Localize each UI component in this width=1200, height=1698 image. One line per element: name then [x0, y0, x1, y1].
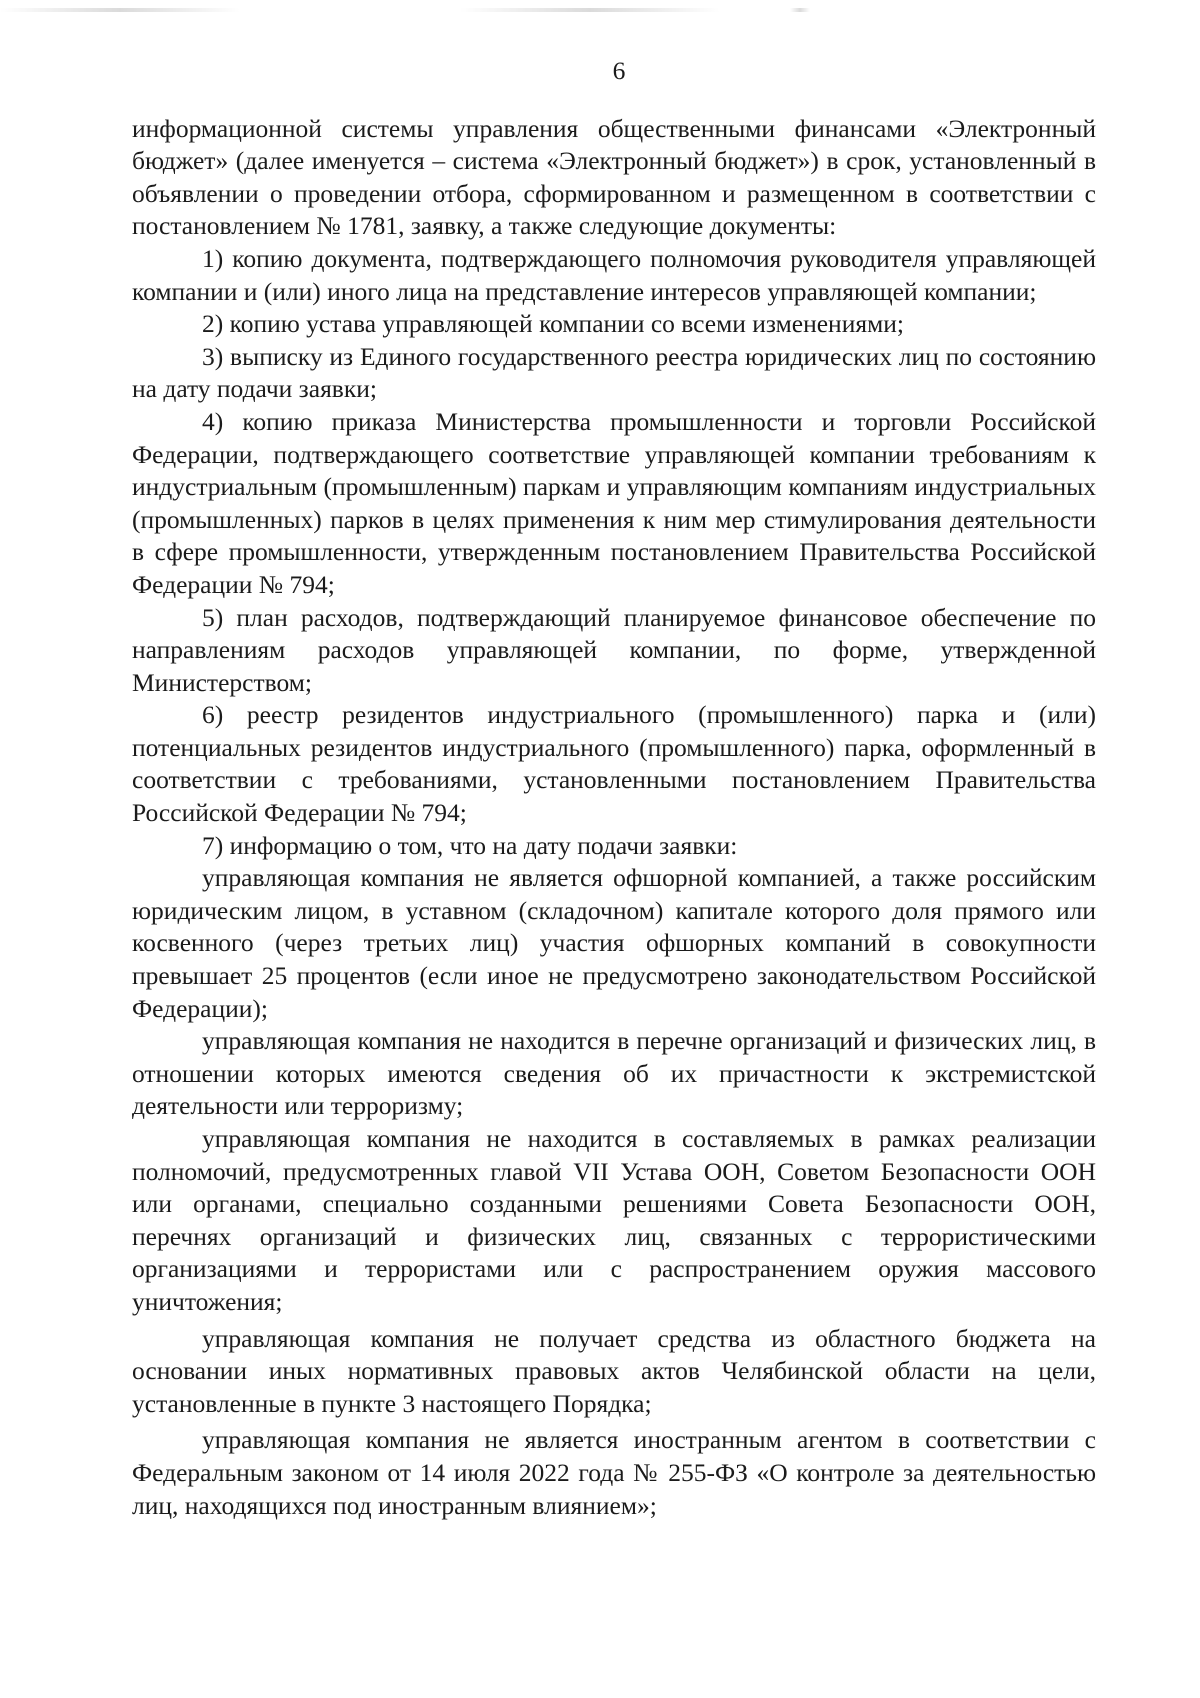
paragraph-item-4: 4) копию приказа Министерства промышленности и торговли Российской Федерации, подтверждающего соответствие управляющей компании требованиям к индустриальным (промышленным) паркам и управляющим компаниям индустриальных (промышленных) парков в целях применения к ним мер стимулирования деятельности в сфере промышленности, утвержденным постановлением Правительства Российской Федерации № 794;	[132, 406, 1096, 599]
paragraph-condition-foreign-agent: управляющая компания не является иностранным агентом в соответствии с Федеральным законом от 14 июля 2022 года № 255-ФЗ «О контроле за деятельностью лиц, находящихся под иностранным влиянием»;	[132, 1425, 1096, 1520]
paragraph-condition-extremism: управляющая компания не находится в перечне организаций и физических лиц, в отношении которых имеются сведения об их причастности к экстремистской деятельности или терроризму;	[132, 1026, 1096, 1121]
paragraph-condition-un-lists: управляющая компания не находится в составляемых в рамках реализации полномочий, предусмотренных главой VII Устава ООН, Советом Безопасности ООН или органами, специально созданными решениями Совета Безопасности ООН, перечнях организаций и физических лиц, связанных с террористическими организациями и террористами или с распространением оружия массового уничтожения;	[132, 1124, 1096, 1316]
paragraph-item-1: 1) копию документа, подтверждающего полномочия руководителя управляющей компании и (или) иного лица на представление интересов управляющей компании;	[132, 243, 1096, 306]
paragraph-item-7: 7) информацию о том, что на дату подачи заявки:	[202, 830, 738, 860]
document-page	[132, 55, 1096, 1522]
scan-artifact	[790, 8, 810, 12]
paragraph-condition-regional-budget: управляющая компания не получает средства из областного бюджета на основании иных нормативных правовых актов Челябинской области на цели, установленные в пункте 3 настоящего Порядка;	[132, 1323, 1096, 1418]
paragraph-item-6: 6) реестр резидентов индустриального (промышленного) парка и (или) потенциальных резидентов индустриального (промышленного) парка, оформленный в соответствии с требованиями, установленными постановлением Правительства Российской Федерации № 794;	[132, 700, 1096, 828]
paragraph-item-3: 3) выписку из Единого государственного реестра юридических лиц по состоянию на дату подачи заявки;	[132, 341, 1096, 404]
scan-artifact	[460, 8, 720, 12]
paragraph-intro: информационной системы управления общественными финансами «Электронный бюджет» (далее именуется – система «Электронный бюджет») в срок, установленный в объявлении о проведении отбора, сформированном и размещенном в соответствии с постановлением № 1781, заявку, а также следующие документы:	[132, 113, 1096, 241]
paragraph-item-2: 2) копию устава управляющей компании со всеми изменениями;	[202, 309, 904, 339]
scan-artifact	[0, 8, 240, 12]
paragraph-item-5: 5) план расходов, подтверждающий планируемое финансовое обеспечение по направлениям расходов управляющей компании, по форме, утвержденной Министерством;	[132, 602, 1096, 697]
page-number: 6	[612, 56, 626, 85]
paragraph-condition-offshore: управляющая компания не является офшорной компанией, а также российским юридическим лицом, в уставном (складочном) капитале которого доля прямого или косвенного (через третьих лиц) участия офшорных компаний в совокупности превышает 25 процентов (если иное не предусмотрено законодательством Российской Федерации);	[132, 863, 1096, 1023]
